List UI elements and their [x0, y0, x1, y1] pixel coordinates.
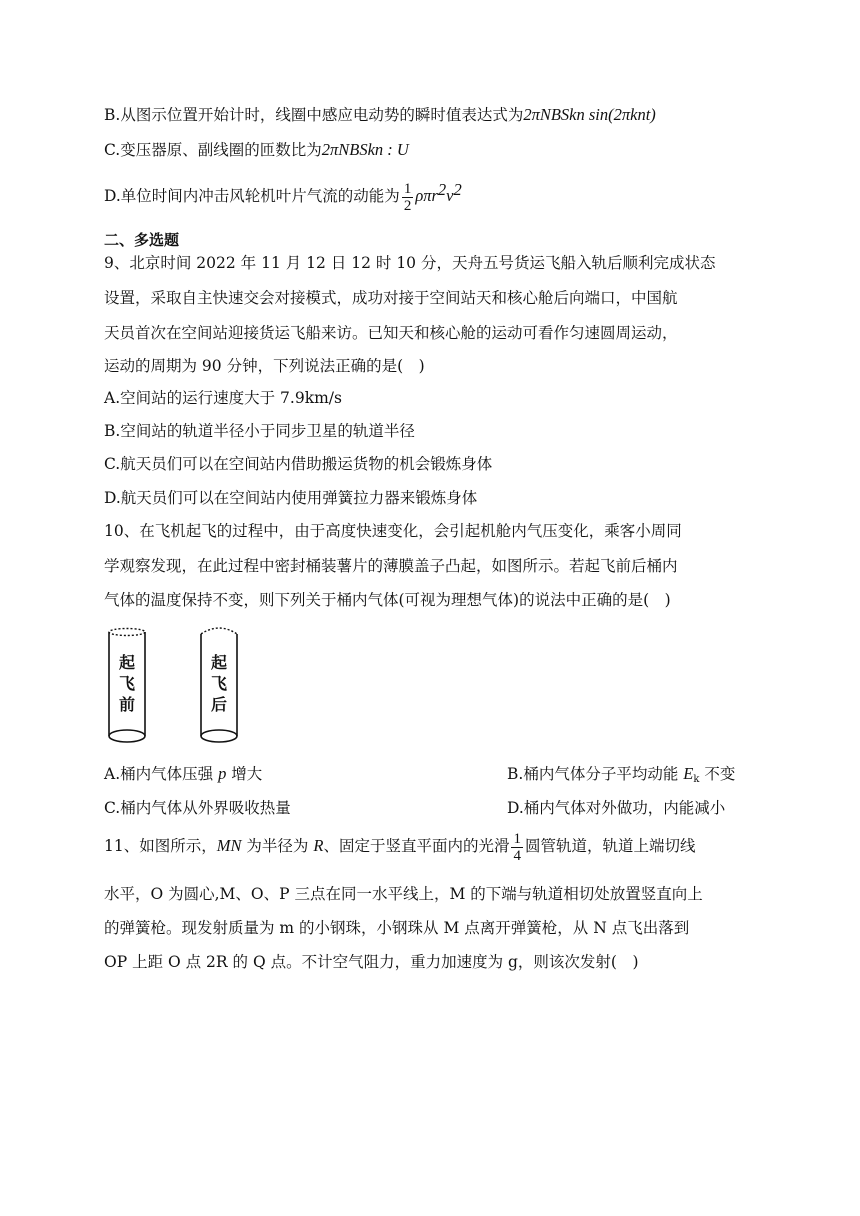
- q10-options-row-2: [104, 797, 804, 819]
- q8-option-b-expr: 2πNBSkn sin(2πknt): [523, 105, 656, 124]
- q10-option-a-text: A.桶内气体压强: [104, 765, 219, 783]
- q10-option-b-var: E: [683, 764, 694, 783]
- q9-stem-line: 运动的周期为 90 分钟，下列说法正确的是( ): [104, 357, 425, 375]
- q10-option-a-post: 增大: [226, 765, 263, 783]
- q10-stem-line: 10、在飞机起飞的过程中，由于高度快速变化，会引起机舱内气压变化，乘客小周同: [104, 522, 682, 540]
- can-before-label-3: 前: [118, 695, 136, 714]
- q8-option-d: [104, 172, 462, 214]
- q11-var-r: R: [313, 836, 324, 855]
- can-after-label-2: 飞: [210, 674, 228, 693]
- q11-stem-line-3: 的弹簧枪。现发射质量为 m 的小钢珠，小钢珠从 M 点离开弹簧枪，从 N 点飞出落到: [104, 919, 690, 937]
- q8-option-c: [104, 139, 409, 161]
- q11-stem-line-2: 水平，O 为圆心,M、O、P 三点在同一水平线上，M 的下端与轨道相切处放置竖直向上: [104, 885, 703, 903]
- fraction-denominator: 2: [403, 197, 412, 214]
- q10-option-b: [507, 763, 735, 791]
- q9-option-b: B.空间站的轨道半径小于同步卫星的轨道半径: [104, 422, 415, 440]
- q10-option-b-post: 不变: [699, 765, 736, 783]
- section-title: 二、多选题: [104, 231, 180, 249]
- exponent: 2: [437, 180, 447, 199]
- can-before-label-2: 飞: [118, 674, 136, 693]
- q8-option-d-fraction: [402, 181, 414, 214]
- q10-option-d: D.桶内气体对外做功，内能减小: [507, 799, 726, 817]
- fraction-numerator: 1: [403, 180, 412, 197]
- q10-stem-line: 学观察发现，在此过程中密封桶装薯片的薄膜盖子凸起，如图所示。若起飞前后桶内: [104, 557, 678, 575]
- q9-option-a: A.空间站的运行速度大于 7.9km/s: [104, 389, 342, 407]
- exponent: 2: [453, 180, 462, 199]
- q10-chip-cans-figure: [100, 620, 260, 752]
- fraction-denominator: 4: [513, 847, 521, 864]
- q10-option-b-text: B.桶内气体分子平均动能: [507, 765, 684, 783]
- q11-var-mn: MN: [216, 836, 242, 855]
- q11-fraction: [511, 831, 523, 864]
- q11-text: 圆管轨道，轨道上端切线: [524, 837, 696, 855]
- q8-option-d-text: D.单位时间内冲击风轮机叶片气流的动能为: [104, 187, 400, 205]
- chip-can-before-icon: [109, 629, 145, 743]
- q9-stem-line: 9、北京时间 2022 年 11 月 12 日 12 时 10 分，天舟五号货运飞船入轨后顺利完成状态: [104, 254, 716, 272]
- q8-option-c-text: C.变压器原、副线圈的匝数比为: [104, 141, 322, 159]
- can-after-label-1: 起: [210, 653, 228, 672]
- fraction-numerator: 1: [513, 830, 521, 847]
- q11-text: 11、如图所示，: [104, 837, 217, 855]
- q8-option-b-text: B.从图示位置开始计时，线圈中感应电动势的瞬时值表达式为: [104, 106, 524, 124]
- q10-option-c: C.桶内气体从外界吸收热量: [104, 799, 291, 817]
- q9-stem-line: 天员首次在空间站迎接货运飞船来访。已知天和核心舱的运动可看作匀速圆周运动，: [104, 324, 678, 342]
- q8-option-d-velocity: v: [446, 186, 454, 205]
- q9-option-c: C.航天员们可以在空间站内借助搬运货物的机会锻炼身体: [104, 455, 493, 473]
- chip-can-after-icon: [201, 628, 237, 742]
- q11-stem-line-4: OP 上距 O 点 2R 的 Q 点。不计空气阻力，重力加速度为 g，则该次发射( ): [104, 953, 639, 971]
- q11-text: 为半径为: [241, 837, 314, 855]
- can-before-label-1: 起: [118, 653, 136, 672]
- q8-option-b: [104, 104, 656, 126]
- q8-option-d-expr: ρπr: [415, 186, 438, 205]
- q8-option-c-expr: 2πNBSkn : U: [321, 140, 409, 159]
- q11-text: 、固定于竖直平面内的光滑: [323, 837, 510, 855]
- q10-stem-line: 气体的温度保持不变，则下列关于桶内气体(可视为理想气体)的说法中正确的是( ): [104, 591, 671, 609]
- q10-options-row-1: [104, 763, 804, 785]
- q11-stem-line-1: [104, 826, 695, 866]
- can-after-label-3: 后: [210, 695, 228, 714]
- q10-option-a: [104, 765, 262, 783]
- q10-option-b-subscript: k: [693, 774, 700, 785]
- q10-option-a-var: p: [218, 764, 227, 783]
- q9-stem-line: 设置，采取自主快速交会对接模式，成功对接于空间站天和核心舱后向端口，中国航: [104, 289, 678, 307]
- q9-option-d: D.航天员们可以在空间站内使用弹簧拉力器来锻炼身体: [104, 489, 478, 507]
